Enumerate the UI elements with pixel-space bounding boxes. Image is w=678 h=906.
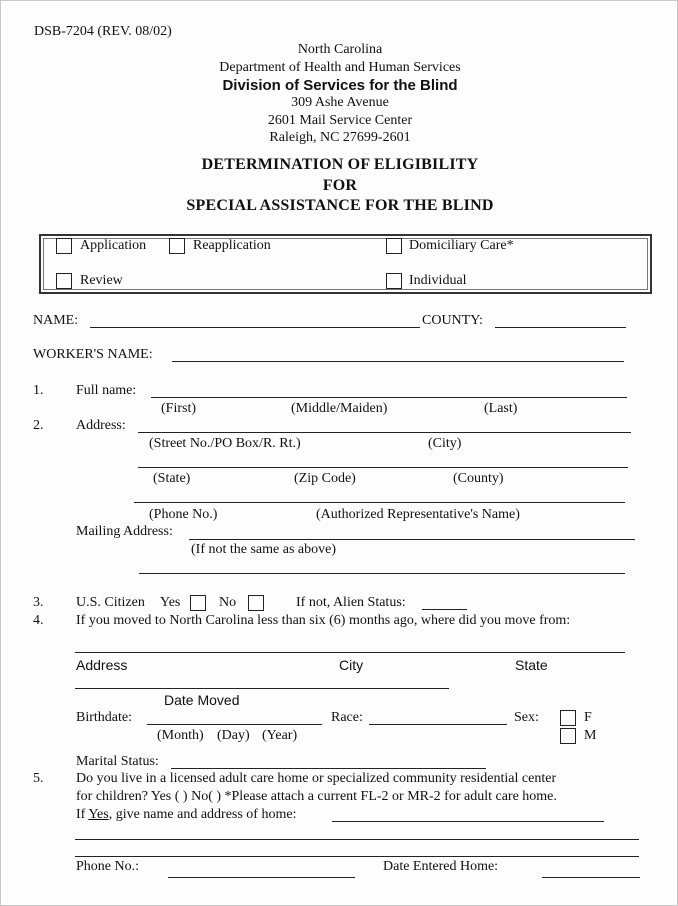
- agency-department: Department of Health and Human Services: [219, 60, 461, 75]
- form-title-line2: FOR: [322, 177, 358, 194]
- worker-name-label: WORKER'S NAME:: [33, 347, 153, 362]
- middle-caption: (Middle/Maiden): [291, 401, 388, 416]
- moved-address-caption: Address: [76, 657, 128, 673]
- marital-status-field[interactable]: [171, 768, 486, 769]
- city-caption: (City): [428, 436, 462, 451]
- alien-status-field[interactable]: [422, 609, 467, 610]
- year-caption: (Year): [262, 728, 298, 743]
- worker-name-field[interactable]: [172, 361, 624, 362]
- sex-f-label: F: [584, 710, 592, 725]
- full-name-label: Full name:: [76, 383, 137, 398]
- county-field[interactable]: [495, 327, 626, 328]
- agency-division: Division of Services for the Blind: [222, 77, 458, 94]
- date-moved-caption: Date Moved: [164, 692, 240, 708]
- form-title-line1: DETERMINATION OF ELIGIBILITY: [201, 156, 479, 173]
- date-moved-field[interactable]: [75, 688, 449, 689]
- agency-street: 309 Ashe Avenue: [291, 95, 389, 110]
- zip-caption: (Zip Code): [294, 471, 356, 486]
- sex-label: Sex:: [514, 710, 539, 725]
- race-label: Race:: [331, 710, 363, 725]
- county-label: COUNTY:: [422, 313, 483, 328]
- application-checkbox[interactable]: [56, 238, 72, 254]
- state-caption: (State): [153, 471, 191, 486]
- agency-city-line: Raleigh, NC 27699-2601: [269, 130, 411, 145]
- phone-caption: (Phone No.): [149, 507, 218, 522]
- reapplication-checkbox[interactable]: [169, 238, 185, 254]
- home-phone-label: Phone No.:: [76, 859, 139, 874]
- agency-state: North Carolina: [297, 42, 383, 57]
- q3-number: 3.: [33, 595, 44, 610]
- last-caption: (Last): [484, 401, 518, 416]
- mailing-address-field-2[interactable]: [139, 573, 625, 574]
- home-name-field[interactable]: [332, 821, 604, 822]
- review-label: Review: [80, 273, 123, 288]
- marital-status-label: Marital Status:: [76, 754, 159, 769]
- sex-m-checkbox[interactable]: [560, 728, 576, 744]
- date-entered-label: Date Entered Home:: [383, 859, 499, 874]
- citizen-yes-checkbox[interactable]: [190, 595, 206, 611]
- moved-state-caption: State: [515, 657, 548, 673]
- mailing-address-label: Mailing Address:: [76, 524, 173, 539]
- home-address-field-2[interactable]: [75, 856, 639, 857]
- race-field[interactable]: [369, 724, 507, 725]
- q4-question: If you moved to North Carolina less than six (6) months ago, where did you move from:: [76, 613, 571, 628]
- name-field[interactable]: [90, 327, 420, 328]
- address-street-field[interactable]: [138, 432, 631, 433]
- agency-mail-center: 2601 Mail Service Center: [267, 113, 413, 128]
- street-caption: (Street No./PO Box/R. Rt.): [149, 436, 301, 451]
- yes-underlined: Yes: [88, 807, 109, 822]
- rep-caption: (Authorized Representative's Name): [316, 507, 520, 522]
- home-address-field[interactable]: [75, 839, 639, 840]
- citizen-yes-label: Yes: [160, 595, 181, 610]
- sex-m-label: M: [584, 728, 597, 743]
- domiciliary-care-label: Domiciliary Care*: [409, 238, 514, 253]
- individual-label: Individual: [409, 273, 467, 288]
- mailing-note: (If not the same as above): [191, 542, 336, 557]
- q1-number: 1.: [33, 383, 44, 398]
- reapplication-label: Reapplication: [193, 238, 271, 253]
- q5-number: 5.: [33, 771, 44, 786]
- alien-status-label: If not, Alien Status:: [296, 595, 406, 610]
- moved-city-caption: City: [339, 657, 364, 673]
- q5-line3: If Yes, give name and address of home:: [76, 807, 297, 822]
- form-title-line3: SPECIAL ASSISTANCE FOR THE BLIND: [186, 197, 494, 214]
- address-state-field[interactable]: [138, 467, 628, 468]
- month-caption: (Month): [157, 728, 204, 743]
- application-label: Application: [80, 238, 147, 253]
- birthdate-label: Birthdate:: [76, 710, 132, 725]
- citizen-no-label: No: [219, 595, 237, 610]
- mailing-address-field[interactable]: [189, 539, 635, 540]
- full-name-field[interactable]: [151, 397, 627, 398]
- individual-checkbox[interactable]: [386, 273, 402, 289]
- form-id: DSB-7204 (REV. 08/02): [34, 24, 172, 39]
- review-checkbox[interactable]: [56, 273, 72, 289]
- county-caption: (County): [453, 471, 504, 486]
- date-entered-field[interactable]: [542, 877, 640, 878]
- home-phone-field[interactable]: [168, 877, 355, 878]
- name-label: NAME:: [33, 313, 79, 328]
- sex-f-checkbox[interactable]: [560, 710, 576, 726]
- phone-rep-field[interactable]: [134, 502, 625, 503]
- q2-number: 2.: [33, 418, 44, 433]
- address-label: Address:: [76, 418, 126, 433]
- us-citizen-label: U.S. Citizen: [76, 595, 145, 610]
- moved-from-field[interactable]: [75, 652, 625, 653]
- day-caption: (Day): [217, 728, 250, 743]
- citizen-no-checkbox[interactable]: [248, 595, 264, 611]
- q5-line1: Do you live in a licensed adult care home or specialized community residential center: [76, 771, 557, 786]
- first-caption: (First): [161, 401, 196, 416]
- birthdate-field[interactable]: [147, 724, 322, 725]
- domiciliary-care-checkbox[interactable]: [386, 238, 402, 254]
- q4-number: 4.: [33, 613, 44, 628]
- q5-line2: for children? Yes ( ) No( ) *Please attach a current FL-2 or MR-2 for adult care home.: [76, 789, 557, 804]
